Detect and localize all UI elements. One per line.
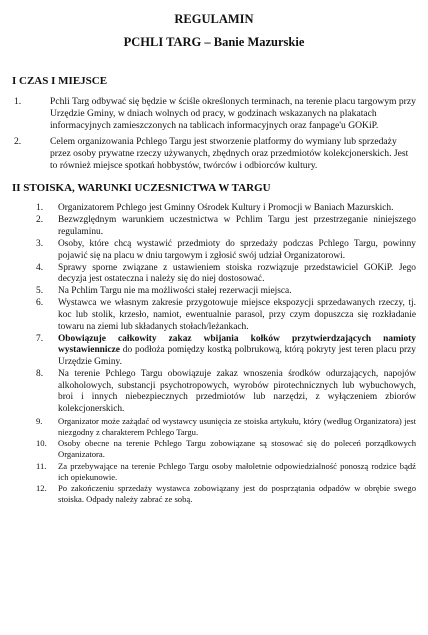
list-item — [12, 438, 416, 460]
item-text: Po zakończeniu sprzedaży wystawca zobowiązany jest do posprzątania odpadów w obrębie swego stoiska. Odpady należy zabrać ze sobą. — [58, 483, 416, 505]
item-number: 3. — [36, 239, 44, 249]
list-item — [12, 263, 416, 286]
item-text: Celem organizowania Pchlego Targu jest stworzenie platformy do wymiany lub sprzedaży przez osoby prywatne rzeczy używanych, zbędnych oraz przedmiotów kolekcjonerskich. Jest to również miejsce spotkań hobbystów, twórców i odbiorców kultury. — [50, 135, 409, 172]
list-item — [12, 483, 416, 505]
item-text: Osoby, które chcą wystawić przedmioty do sprzedaży podczas Pchlego Targu, powinny pojawić się na placu w dniu targowym i zgłosić swój udział Organizatorowi. — [58, 239, 416, 261]
item-text: Na terenie Pchlego Targu obowiązuje zakaz wnoszenia środków odurzających, napojów alkoholowych, substancji psychotropowych, wyrobów pirotechnicznych lub wybuchowych, broi i innych niebezpiecznych przedmiotów lub narzędzi, z wyłączeniem zbiorów kolekcjonerskich. — [58, 369, 416, 414]
item-number: 7. — [36, 333, 44, 344]
item-text: Za przebywające na terenie Pchlego Targu osoby małoletnie odpowiedzialność ponoszą rodzice bądź ich opiekunowie. — [58, 460, 416, 482]
list-item — [12, 96, 416, 133]
item-number: 9. — [36, 415, 43, 426]
item-text: Organizator może zażądać od wystawcy usunięcia ze stoiska artykułu, który (według Organizatora) jest niezgodny z charakterem Pchlego Targu. — [58, 415, 416, 437]
item-number: 1. — [36, 203, 44, 214]
item-number: 2. — [14, 135, 22, 147]
list-item — [12, 416, 416, 438]
item-number: 4. — [36, 262, 44, 273]
item-number: 6. — [36, 298, 44, 309]
section-2-list — [12, 203, 416, 505]
document-subtitle: PCHLI TARG – Banie Mazurskie — [123, 35, 305, 49]
item-text: Na Pchlim Targu nie ma możliwości stałej rezerwacji miejsca. — [58, 286, 292, 297]
item-number: 8. — [36, 369, 44, 380]
item-text: Organizatorem Pchlego jest Gminny Ośrodek Kultury i Promocji w Baniach Mazurskich. — [58, 203, 394, 214]
list-item — [12, 239, 416, 262]
item-number: 5. — [36, 286, 44, 297]
item-text: Osoby obecne na terenie Pchlego Targu zobowiązane są stosować się do poleceń porządkowych Organizatora. — [58, 438, 416, 460]
list-item — [12, 298, 416, 333]
item-number: 1. — [14, 96, 22, 107]
list-item — [12, 136, 416, 173]
item-number: 11. — [36, 460, 47, 471]
item-number: 10. — [36, 438, 47, 449]
list-item — [12, 203, 416, 215]
item-text: do podłoża pomiędzy kostką polbrukową, którą pokryty jest teren placu przy Urzędzie Gminy. — [58, 345, 416, 367]
list-item — [12, 286, 416, 298]
list-item — [12, 461, 416, 483]
item-text: Wystawca we własnym zakresie przygotowuje miejsce ekspozycji sprzedawanych rzeczy, tj. koc lub stolik, krzesło, namiot, ewentualnie parasol, przy czym dopuszcza się rozkładanie towaru na ziemi lub składanych stołach/leżankach. — [58, 298, 416, 332]
section-2-heading: II STOISKA, WARUNKI UCZESNICTWA W TARGU — [12, 182, 271, 195]
item-text: Bezwzględnym warunkiem uczestnictwa w Pchlim Targu jest przestrzeganie niniejszego regulaminu. — [58, 215, 416, 237]
item-bold-text: Obowiązuje całkowity zakaz wbijania kołków przytwierdzających namioty wystawiennicze — [58, 333, 416, 356]
section-1-heading: I CZAS I MIEJSCE — [12, 75, 108, 87]
document-title: REGULAMIN — [174, 12, 254, 26]
section-1-list — [12, 96, 416, 172]
list-item — [12, 369, 416, 415]
list-item — [12, 215, 416, 238]
item-number: 2. — [36, 215, 44, 226]
list-item — [12, 334, 416, 369]
item-text: Pchli Targ odbywać się będzie w ściśle określonych terminach, na terenie placu targowym przy Urzędzie Gminy, w dniach wolnych od pracy, w godzinach wskazanych na plakatach informacyjnych zamieszczonych na tablicach informacyjnych oraz fanpage'u GOKiP. — [50, 96, 416, 132]
item-text: Sprawy sporne związane z ustawieniem stoiska rozwiązuje przedstawiciel GOKiP. Jego decyzja jest ostateczna i należy się do niej dostosować. — [58, 262, 416, 285]
item-number: 12. — [36, 483, 47, 494]
